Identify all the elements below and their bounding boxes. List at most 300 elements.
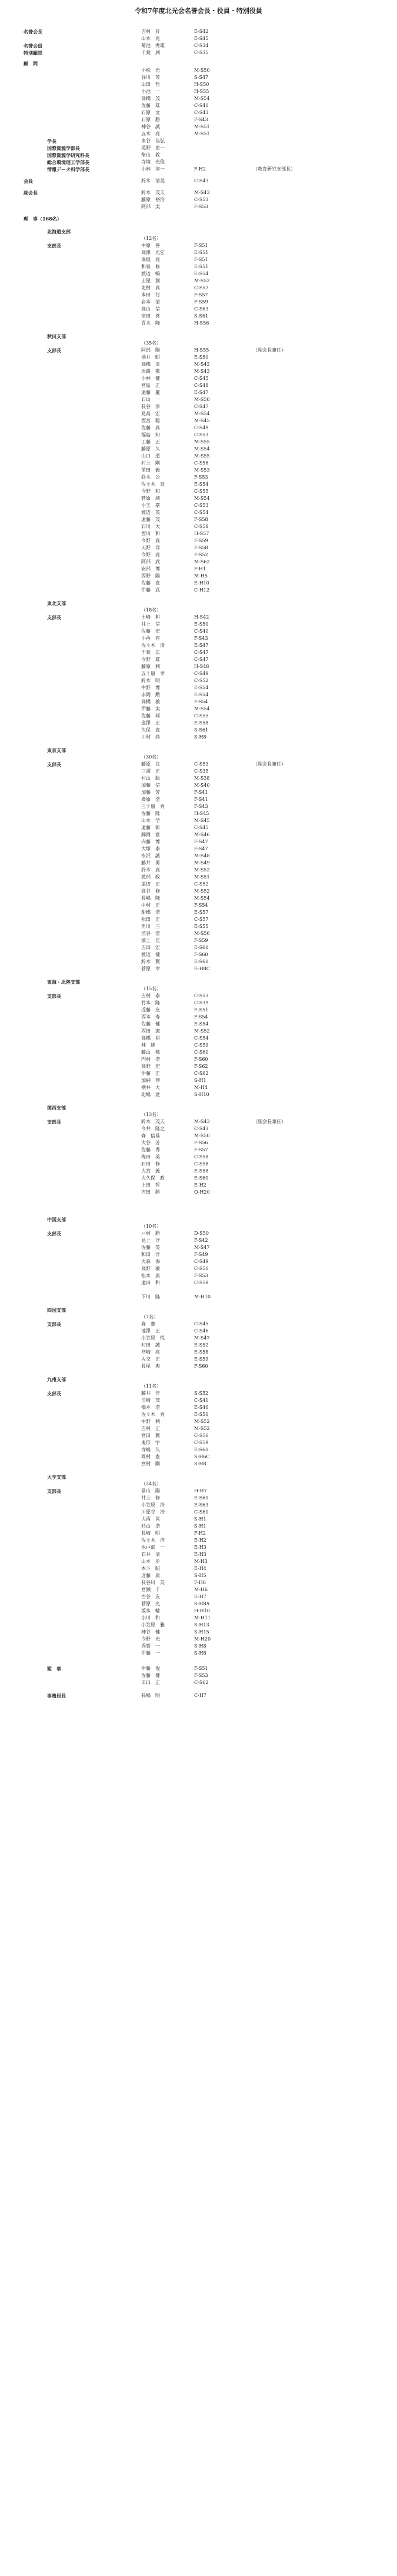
person-name: 近藤 友 (141, 1007, 160, 1013)
person-name: 宮島 正 (141, 383, 160, 388)
member-code: C-S56 (194, 1433, 209, 1438)
person-name: 見高 宏 (141, 411, 160, 416)
member-code: M-S50 (194, 1133, 210, 1138)
member-code: M-S54 (194, 896, 210, 901)
member-code: C-S58 (194, 1280, 209, 1285)
member-code: S-H8A (194, 1601, 210, 1606)
person-name: 伊藤 実 (141, 706, 160, 711)
person-name: 天野 洋 (141, 545, 160, 550)
member-code: C-S47 (194, 404, 209, 409)
member-code: H-S55 (194, 348, 209, 353)
member-code: C-S53 (194, 993, 209, 998)
person-name: 北村 真 (141, 285, 160, 290)
member-code: E-S47 (194, 390, 209, 395)
member-code: M-H4 (194, 1085, 208, 1090)
person-name: 谷川 英 (141, 75, 160, 80)
person-name: 角川 三 (141, 924, 160, 929)
person-name: 藤山 勉 (141, 1050, 160, 1055)
member-code: M-S48 (194, 853, 210, 858)
member-code: F-S43 (194, 636, 208, 641)
person-name: 高橋 裕 (141, 1035, 160, 1041)
person-name: 小池 一 (141, 89, 160, 94)
member-code: F-S53 (194, 204, 208, 209)
member-code: S-H5 (194, 1573, 206, 1578)
member-code: S-H6C (194, 1454, 210, 1459)
person-name: 吉村 昇 (141, 29, 160, 34)
member-code: F-H1 (194, 566, 206, 572)
member-code: M-S51 (194, 124, 210, 129)
person-name: 鈴木 清美 (141, 178, 165, 183)
member-code: F-S52 (194, 552, 208, 557)
branch-name: 大学支部 (47, 1474, 66, 1480)
member-code: E-H10 (194, 580, 209, 586)
member-code: F-S43 (194, 117, 208, 122)
member-code: S-H1 (194, 1516, 206, 1522)
member-code: E-S54 (194, 692, 209, 697)
branch-count: （18名） (141, 607, 162, 613)
person-name: 遠田 和 (141, 1280, 160, 1285)
person-name: 前田 毅 (141, 467, 160, 473)
member-code: M-H10 (194, 1294, 211, 1299)
person-name: 宮崎 亮 (141, 1349, 160, 1355)
person-name: 山本 学 (141, 818, 160, 823)
person-name: 山本 克 (141, 36, 160, 41)
member-code: M-S54 (194, 96, 210, 101)
person-name: 大塚 泰 (141, 846, 160, 851)
person-name: 遠藤 慶 (141, 390, 160, 395)
role-label: 支部長 (47, 1391, 61, 1396)
person-name: 小林 健 (141, 376, 160, 381)
role-label: 国際資源学研究科長 (47, 152, 89, 158)
person-name: 本田 行 (141, 292, 160, 298)
person-name: 上田 哲 (141, 1182, 160, 1188)
person-name: 今野 和 (141, 489, 160, 494)
person-name: 水戸部 一 (141, 1545, 165, 1550)
member-code: H-S42 (194, 614, 209, 620)
member-code: M-S56 (194, 931, 210, 936)
person-name: 下川 隆 (141, 1294, 160, 1299)
person-name: 鬼形 宇 (141, 1440, 160, 1445)
member-code: C-H7 (194, 1693, 206, 1698)
role-label: 監 事 (47, 1666, 61, 1672)
member-code: C-S52 (194, 678, 209, 683)
member-code: M-S43 (194, 369, 210, 374)
member-code: E-S47 (194, 643, 209, 648)
person-name: 松田 正 (141, 917, 160, 922)
branch-count: （35名） (141, 340, 162, 346)
person-name: 渋谷 浩 (141, 931, 160, 936)
member-code: F-H2 (194, 1531, 206, 1536)
member-code: C-S52 (194, 881, 209, 887)
branch-name: 東北支部 (47, 600, 66, 606)
member-code: C-S49 (194, 671, 209, 676)
person-name: 小笠原 浩 (141, 1502, 165, 1508)
person-name: 高谷 修 (141, 888, 160, 894)
member-code: E-S59 (194, 1357, 209, 1362)
person-name: 土屋 創 (141, 278, 160, 283)
member-code: C-S57 (194, 285, 209, 290)
member-code: H-H10 (194, 1608, 210, 1613)
person-name: 村山 聡 (141, 776, 160, 781)
person-name: 佐藤 隆 (141, 811, 160, 816)
member-code: E-S57 (194, 910, 209, 915)
member-code: M-S38 (194, 776, 210, 781)
member-code: S-H8 (194, 1461, 206, 1466)
member-code: M-S54 (194, 496, 210, 501)
branch-name: 関西支部 (47, 1105, 66, 1111)
member-code: E-S58 (194, 1349, 209, 1355)
person-name: 見上 洋 (141, 1238, 160, 1243)
person-name: 高澤 光宏 (141, 250, 165, 255)
branch-count: （12名） (141, 236, 162, 241)
member-code: C-S45 (194, 825, 209, 830)
person-name: 森 憲 (141, 1321, 155, 1327)
member-code: F-S49 (194, 1252, 208, 1257)
member-code: E-S58 (194, 720, 209, 726)
person-name: 五十嵐 孝 (141, 671, 165, 676)
member-code: S-S61 (194, 313, 209, 319)
person-name: 横井 大 (141, 1085, 160, 1090)
member-code: E-S50 (194, 622, 209, 627)
member-code: C-S48 (194, 383, 209, 388)
person-name: 工藤 正 (141, 439, 160, 445)
person-name: 三十嵐 秀 (141, 804, 165, 809)
person-name: 加藤 信 (141, 783, 160, 788)
person-name: 加藤 芳 (141, 790, 160, 795)
member-code: M-S52 (194, 888, 210, 894)
person-name: 南谷 佳弘 (141, 138, 165, 143)
person-name: 藤原 裕治 (141, 197, 165, 202)
person-name: 吉田 宏 (141, 945, 160, 950)
member-code: E-H3 (194, 1552, 206, 1557)
branch-count: （24名） (141, 1481, 162, 1486)
person-name: 高野 敏 (141, 1266, 160, 1271)
member-code: F-S60 (194, 1057, 208, 1062)
person-name: 遠辺 正 (141, 881, 160, 887)
role-label: 学長 (47, 138, 56, 144)
person-name: 岩本 清 (141, 299, 160, 305)
person-name: 入交 正 (141, 1357, 160, 1362)
member-code: M-S52 (194, 1426, 210, 1431)
member-code: M-H3 (194, 1559, 208, 1564)
person-name: 山田 哲 (141, 82, 160, 87)
member-code: F-S54 (194, 903, 208, 908)
member-code: F-S58 (194, 517, 208, 522)
person-name: 菊池 秀雄 (141, 43, 165, 48)
person-name: 藤井 佳 (141, 1391, 160, 1396)
role-label: 総合環境理工学部長 (47, 159, 89, 165)
member-code: C-S58 (194, 1161, 209, 1167)
member-code: C-S45 (194, 1321, 209, 1327)
member-code: S-H8 (194, 1650, 206, 1656)
person-name: 門村 浩 (141, 1057, 160, 1062)
role-label: 国際資源学部長 (47, 145, 80, 151)
person-name: 菅原 光 (141, 1601, 160, 1606)
person-name: 高橋 敏 (141, 699, 160, 704)
person-name: 高山 信 (141, 306, 160, 312)
person-name: 小笠原 雅 (141, 1622, 165, 1628)
person-name: 中村 正 (141, 903, 160, 908)
note: （副会長兼任） (253, 761, 286, 767)
member-code: F-S54 (194, 1014, 208, 1020)
person-name: 山口 道 (141, 453, 160, 459)
person-name: 佐藤 健 (141, 1673, 160, 1678)
member-code: F-S53 (194, 1273, 208, 1278)
member-code: H-S48 (194, 664, 209, 669)
person-name: 村上 剛 (141, 460, 160, 466)
member-code: E-H7 (194, 1594, 206, 1599)
member-code: C-S53 (194, 761, 209, 767)
member-code: E-S55 (194, 924, 209, 929)
person-name: 戸村 勝 (141, 1231, 160, 1236)
person-name: 高橋 幸 (141, 362, 160, 367)
member-code: C-S54 (194, 1035, 209, 1041)
member-code: M-S54 (194, 411, 210, 416)
person-name: 佐々木 浩 (141, 1538, 165, 1543)
person-name: 佐藤 雄 (141, 103, 160, 108)
person-name: 鈴木 公 (141, 475, 160, 480)
member-code: M-S52 (194, 1028, 210, 1034)
member-code: F-S51 (194, 1666, 208, 1671)
role-label: 事務局長 (47, 1693, 66, 1699)
member-code: H-S56 (194, 320, 209, 326)
member-code: F-S60 (194, 1364, 208, 1369)
member-code: F-S41 (194, 797, 208, 802)
person-name: 井上 信 (141, 622, 160, 627)
member-code: E-S60 (194, 959, 209, 964)
member-code: M-S62 (194, 559, 210, 564)
member-code: M-S53 (194, 467, 210, 473)
branch-count: （15名） (141, 986, 162, 991)
member-code: F-S47 (194, 839, 208, 844)
member-code: E-S54 (194, 685, 209, 690)
member-code: M-S54 (194, 706, 210, 711)
member-code: C-S40 (194, 629, 209, 634)
member-code: E-H2 (194, 1182, 206, 1188)
member-code: E-S50 (194, 1412, 209, 1417)
member-code: E-S51 (194, 250, 209, 255)
role-label: 名誉会員 (24, 43, 42, 49)
member-code: C-S34 (194, 43, 209, 48)
person-name: 森 信雄 (141, 1133, 160, 1138)
member-code: E-S42 (194, 29, 209, 34)
person-name: 坂本 輪 (141, 1608, 160, 1613)
member-code: C-S60 (194, 1509, 209, 1515)
member-code: C-S59 (194, 1440, 209, 1445)
person-name: 井上 修 (141, 1495, 160, 1501)
person-name: 阿部 実 (141, 204, 160, 209)
member-code: M-S47 (194, 1335, 210, 1341)
member-code: H-S45 (194, 811, 209, 816)
member-code: S-H8 (194, 734, 206, 740)
person-name: 秀賀 一 (141, 1643, 160, 1649)
member-code: M-S52 (194, 867, 210, 873)
person-name: 和泉 修 (141, 264, 160, 269)
member-code: M-S54 (194, 446, 210, 452)
note: （教育研究支部長） (253, 166, 295, 172)
member-code: E-H8C (194, 966, 210, 971)
member-code: C-S62 (194, 1680, 209, 1685)
role-label: 特別顧問 (24, 50, 42, 56)
member-code: M-H5 (194, 573, 208, 579)
person-name: 岡村 豊 (141, 1454, 160, 1459)
person-name: 吉村 泰 (141, 993, 160, 998)
person-name: 梅田 英 (141, 1154, 160, 1160)
member-code: S-H1 (194, 1078, 206, 1083)
role-label: 情報データ科学部長 (47, 166, 89, 172)
person-name: 吉田 勝 (141, 1190, 160, 1195)
member-code: C-S49 (194, 425, 209, 430)
member-code: E-S51 (194, 1007, 209, 1013)
member-code: E-H4 (194, 1566, 206, 1571)
person-name: 阿部 武 (141, 559, 160, 564)
branch-name: 中国支部 (47, 1217, 66, 1222)
person-name: 今井 隆之 (141, 1126, 165, 1131)
member-code: E-S60 (194, 945, 209, 950)
member-code: F-S43 (194, 804, 208, 809)
member-code: C-H12 (194, 587, 209, 593)
person-name: 三浦 正 (141, 769, 160, 774)
person-name: 寺嶋 久 (141, 1447, 160, 1452)
branch-count: （13名） (141, 1112, 162, 1117)
person-name: 千葉 到 (141, 50, 160, 55)
branch-name: 東京支部 (47, 747, 66, 753)
member-code: S-H10 (194, 1092, 209, 1097)
branch-name: 九州支部 (47, 1376, 66, 1382)
member-code: F-S59 (194, 538, 208, 543)
person-name: 山本 歩 (141, 1559, 160, 1564)
person-name: 長崎 明 (141, 1531, 160, 1536)
person-name: 鈴木 茂夫 (141, 190, 165, 195)
member-code: F-S54 (194, 699, 208, 704)
person-name: 伊藤 武 (141, 587, 160, 593)
branch-count: （10名） (141, 1224, 162, 1229)
member-code: E-S45 (194, 36, 209, 41)
member-code: C-S50 (194, 1266, 209, 1271)
person-name: 保坂 亮 (141, 257, 160, 262)
person-name: 淡路 敬 (141, 369, 160, 374)
member-code: C-S41 (194, 1398, 209, 1403)
role-label: 支部長 (47, 993, 61, 999)
member-code: F-S41 (194, 790, 208, 795)
member-code: C-S60 (194, 1050, 209, 1055)
role-label: 支部長 (47, 1119, 61, 1125)
branch-count: （11名） (141, 1384, 162, 1389)
member-code: M-S45 (194, 818, 210, 823)
member-code: C-S45 (194, 376, 209, 381)
note: （副会長兼任） (253, 348, 286, 353)
member-code: F-S57 (194, 1147, 208, 1152)
member-code: S-H13 (194, 1622, 209, 1628)
member-code: F-S42 (194, 1238, 208, 1243)
person-name: 伊藤 俊 (141, 1666, 160, 1671)
role-label: 顧 問 (24, 61, 38, 66)
person-name: 佐々木 清 (141, 643, 165, 648)
person-name: 今野 亮 (141, 552, 160, 557)
person-name: 大西 晃 (141, 1516, 160, 1522)
person-name: 青木 隆 (141, 320, 160, 326)
person-name: 水沢 誠 (141, 853, 160, 858)
person-name: 小西 有 (141, 636, 160, 641)
role-label: 支部長 (47, 614, 61, 620)
member-code: C-S62 (194, 1071, 209, 1076)
person-name: 渡辺 暢 (141, 271, 160, 276)
person-name: 土崎 耕 (141, 614, 160, 620)
person-name: 宮瀬 千 (141, 1587, 160, 1592)
role-label: 会長 (24, 178, 33, 184)
person-name: 五木 亮 (141, 131, 160, 136)
person-name: 菅原 幸 (141, 966, 160, 971)
section-heading: 理 事（168名） (24, 216, 62, 222)
member-code: C-S47 (194, 650, 209, 655)
person-name: 今野 真 (141, 538, 160, 543)
member-code: F-S59 (194, 299, 208, 305)
person-name: 福島 知 (141, 432, 160, 437)
person-name: 渡辺 英 (141, 510, 160, 515)
person-name: 尾野 恵一 (141, 145, 165, 151)
member-code: E-H3 (194, 1545, 206, 1550)
role-label: 支部長 (47, 1321, 61, 1327)
person-name: 柿谷 健 (141, 1629, 160, 1635)
member-code: C-S55 (194, 713, 209, 719)
person-name: 柴山 敦 (141, 152, 160, 158)
person-name: 阿部 陽 (141, 348, 160, 353)
person-name: 石山 一 (141, 397, 160, 402)
person-name: 佐藤 直 (141, 580, 160, 586)
person-name: 北嶋 達 (141, 1092, 160, 1097)
person-name: 長谷川 英 (141, 1580, 165, 1585)
person-name: 鈴木 明 (141, 678, 160, 683)
member-code: H-H7 (194, 1488, 207, 1494)
branch-name: 東海・北陸支部 (47, 979, 80, 985)
member-code: M-S55 (194, 439, 210, 445)
member-code: F-S53 (194, 475, 208, 480)
member-code: C-S58 (194, 1154, 209, 1160)
member-code: E-S60 (194, 1495, 209, 1501)
member-code: C-S39 (194, 1000, 209, 1005)
member-code: M-S47 (194, 1245, 210, 1250)
person-name: 今野 雄 (141, 657, 160, 662)
branch-name: 秋田支部 (47, 333, 66, 339)
person-name: 錦岡 富 (141, 832, 160, 837)
member-code: F-H6 (194, 1580, 206, 1585)
member-code: C-S35 (194, 769, 209, 774)
person-name: 古谷 友 (141, 1594, 160, 1599)
member-code: F-S51 (194, 257, 208, 262)
branch-count: （30名） (141, 754, 162, 760)
member-code: C-S49 (194, 1259, 209, 1264)
person-name: 吉村 正 (141, 1426, 160, 1431)
person-name: 佐藤 真 (141, 425, 160, 430)
member-code: M-S45 (194, 418, 210, 423)
member-code: E-H2 (194, 1538, 206, 1543)
person-name: 橋本 浩 (141, 1405, 160, 1410)
member-code: F-H2 (194, 166, 206, 172)
role-label: 支部長 (47, 761, 61, 767)
branch-count: （7名） (141, 1314, 159, 1319)
person-name: 久保 直 (141, 727, 160, 733)
member-code: M-S43 (194, 190, 210, 195)
person-name: 石川 大 (141, 524, 160, 529)
member-code: E-S54 (194, 482, 209, 487)
member-code: E-S46 (194, 1405, 209, 1410)
member-code: C-S43 (194, 178, 209, 183)
person-name: 江崎 茂 (141, 1398, 160, 1403)
member-code: M-S51 (194, 131, 210, 136)
person-name: 藤原 利 (141, 664, 160, 669)
member-code: M-S50 (194, 397, 210, 402)
person-name: 赤間 勲 (141, 692, 160, 697)
